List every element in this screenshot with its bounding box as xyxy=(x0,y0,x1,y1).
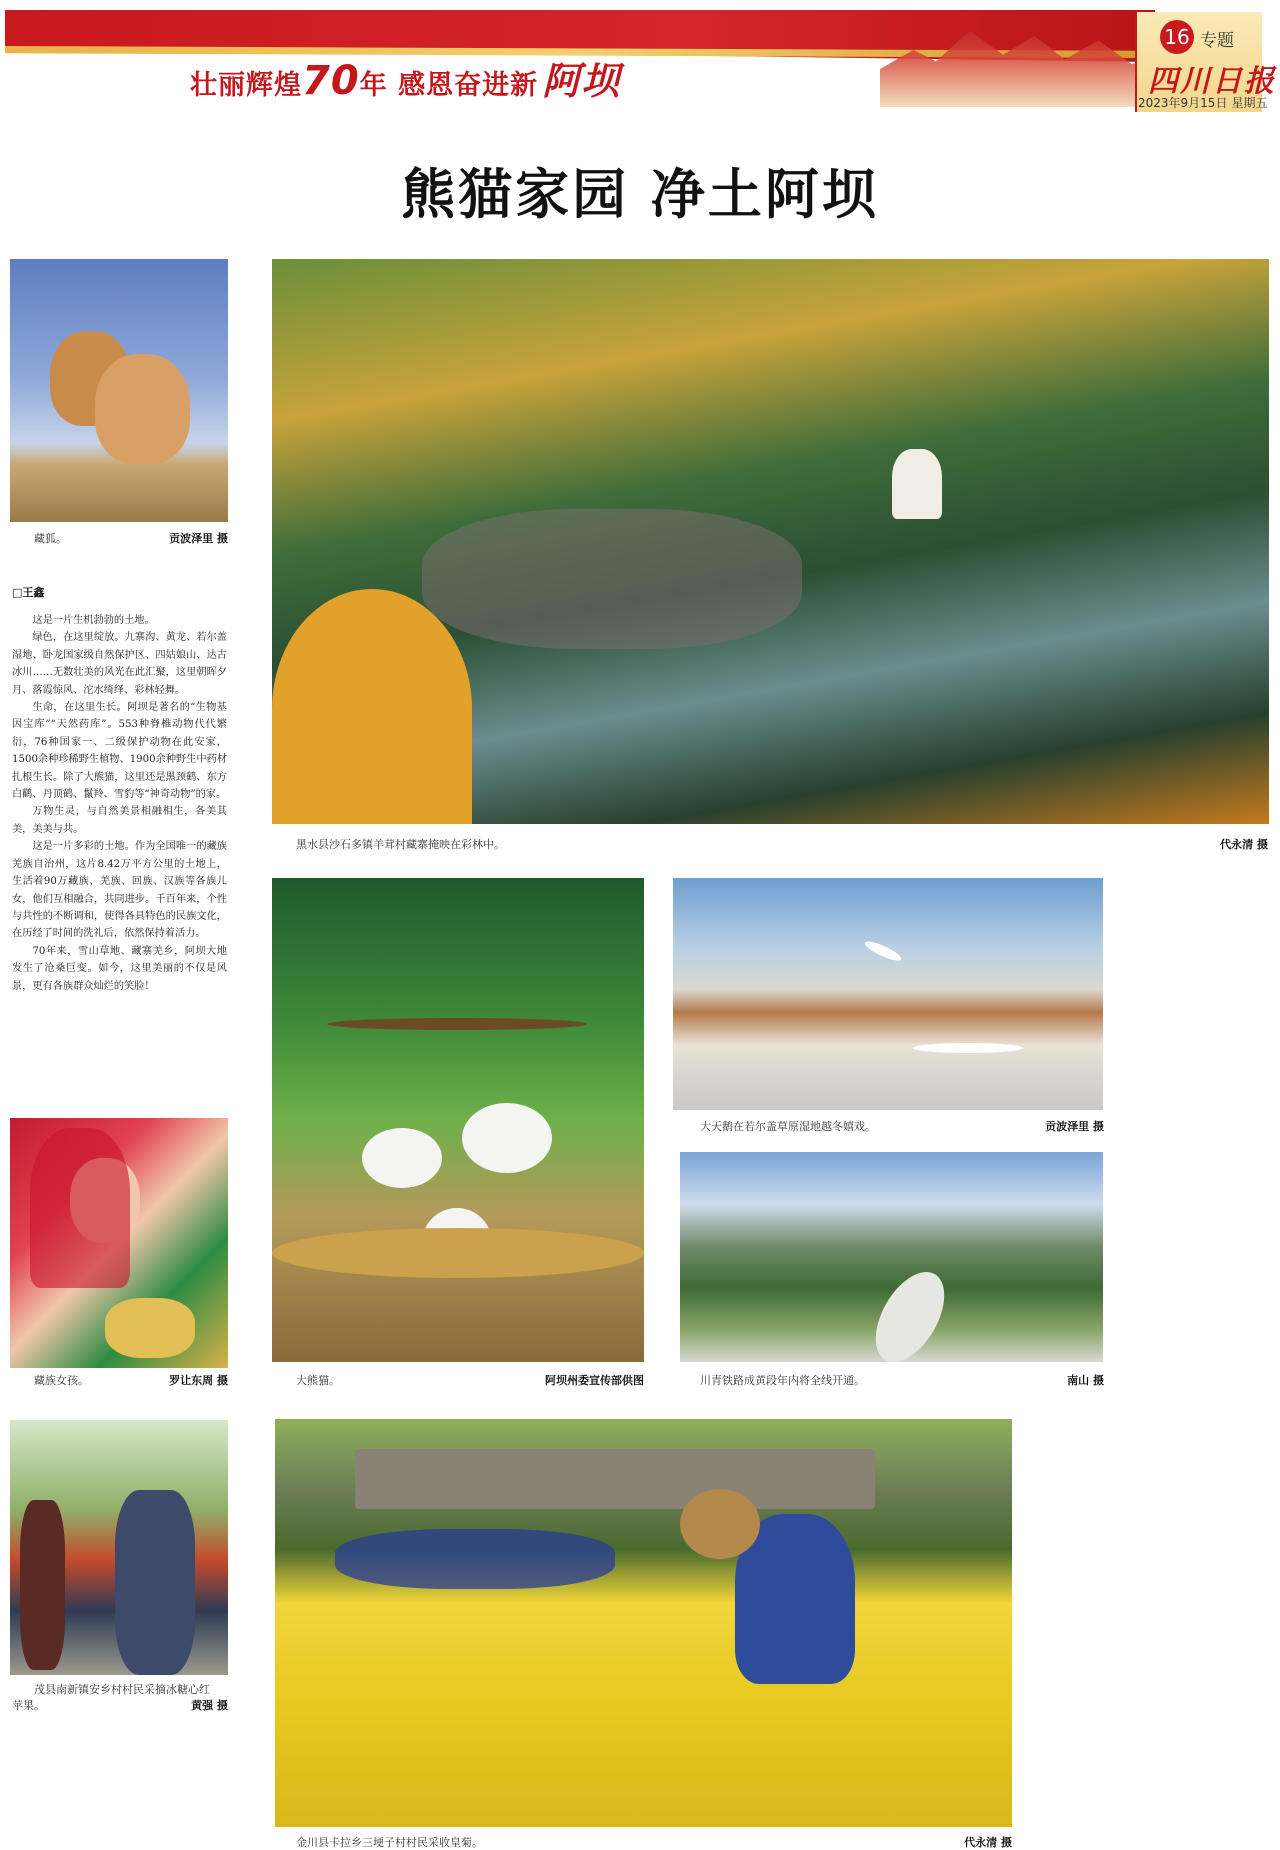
swan-photo xyxy=(673,878,1103,1110)
fox-photo xyxy=(10,259,228,522)
page-title: 熊猫家园 净土阿坝 xyxy=(401,163,879,226)
article-paragraph: 70年来，雪山草地、藏寨羌乡，阿坝大地发生了沧桑巨变。如今，这里美丽的不仅是风景，更有各族群众灿烂的笑脸！ xyxy=(12,945,227,992)
girl-caption: 藏族女孩。 xyxy=(34,1374,89,1387)
village-caption: 黑水县沙石多镇羊茸村藏寨掩映在彩林中。 xyxy=(296,838,505,851)
apple-caption-line1: 茂县南新镇安乡村村民采摘冰糖心红 xyxy=(34,1683,210,1696)
swan-credit: 贡波泽里 摄 xyxy=(1045,1120,1104,1133)
railway-photo xyxy=(680,1152,1103,1362)
panda-credit: 阿坝州委宣传部供图 xyxy=(545,1374,644,1387)
fox-credit: 贡波泽里 摄 xyxy=(169,532,228,545)
panda-shape-2 xyxy=(462,1103,552,1173)
girl-credit: 罗让东周 摄 xyxy=(169,1374,228,1387)
railway-caption: 川青铁路成黄段年内将全线开通。 xyxy=(700,1374,865,1387)
workers-group xyxy=(335,1529,615,1589)
newspaper-logo: 四川日报 xyxy=(1148,64,1276,99)
page-number: 16 xyxy=(1160,20,1194,54)
slogan-part3: 阿坝 xyxy=(542,59,621,103)
section-label: 专题 xyxy=(1200,31,1234,51)
red-headscarf xyxy=(30,1128,130,1288)
article-paragraph: 生命，在这里生长。阿坝是著名的“生物基因宝库”“天然药库”。553种脊椎动物代代繁衍，76种国家一、二级保护动物在此安家，1500余种珍稀野生植物、1900余种野生中药材扎根生长。除了大熊猫，这里还是黑颈鹤、东方白鹳、丹顶鹤、鬣羚、雪豹等“神奇动物”的家。 xyxy=(12,702,227,801)
date-text: 2023年9月15日 xyxy=(1138,96,1228,110)
villager-2 xyxy=(115,1490,195,1675)
swans-on-ice xyxy=(913,1043,1023,1053)
back-basket xyxy=(680,1489,760,1559)
village-buildings xyxy=(355,1449,875,1509)
fox-shape-2 xyxy=(95,354,190,464)
panda-shape-1 xyxy=(362,1128,442,1188)
panda-caption: 大熊猫。 xyxy=(296,1374,340,1387)
village-credit: 代永清 摄 xyxy=(1220,838,1268,851)
article-body xyxy=(12,612,227,995)
article-byline: □王鑫 xyxy=(12,586,45,599)
apple-harvest-photo xyxy=(10,1420,228,1675)
tibetan-girl-photo xyxy=(10,1118,228,1368)
chrysanthemum-harvest-photo xyxy=(275,1419,1012,1827)
slogan-part1: 壮丽辉煌 xyxy=(190,70,302,101)
issue-date xyxy=(1138,94,1271,111)
article-paragraph: 这是一片生机勃勃的土地。 xyxy=(32,615,155,626)
flower-caption: 金川县卡拉乡三埂子村村民采收皇菊。 xyxy=(296,1836,483,1849)
stupa-shape xyxy=(892,449,942,519)
slogan-part2: 年 感恩奋进新 xyxy=(359,70,539,101)
railway-track xyxy=(864,1272,957,1362)
railway-credit: 南山 摄 xyxy=(1067,1374,1104,1387)
swan-caption: 大天鹅在若尔盖草原湿地越冬嬉戏。 xyxy=(700,1120,876,1133)
flying-swan xyxy=(863,938,903,964)
article-paragraph: 万物生灵，与自然美景相融相生，各美其美，美美与共。 xyxy=(12,806,227,835)
jewelry xyxy=(105,1298,195,1358)
panda-photo xyxy=(272,878,644,1362)
villager-1 xyxy=(20,1500,65,1670)
article-paragraph: 这是一片多彩的土地。作为全国唯一的藏族羌族自治州，这片8.42万平方公里的土地上，生活着90万藏族、羌族、回族、汉族等各族儿女，他们互相融合，共同进步。千百年来，个性与共性的不断调和，使得各具特色的民族文化，在历经了时间的洗礼后，依然保持着活力。 xyxy=(12,841,227,940)
village-houses xyxy=(422,509,802,649)
anniversary-slogan xyxy=(190,50,620,105)
wooden-frame xyxy=(327,1018,587,1030)
slogan-70: 70 xyxy=(302,58,360,104)
article-paragraph: 绿色，在这里绽放。九寨沟、黄龙、若尔盖湿地、卧龙国家级自然保护区、四姑娘山、达古冰川……无数壮美的风光在此汇聚，这里朝晖夕月、落霞惊风、沱水绮绎、彩林轻舞。 xyxy=(12,632,227,696)
flower-credit: 代永清 摄 xyxy=(964,1836,1012,1849)
apple-credit: 黄强 摄 xyxy=(191,1699,228,1712)
golden-larch-shape xyxy=(272,589,472,824)
village-photo xyxy=(272,259,1269,824)
bamboo-fence xyxy=(272,1228,644,1278)
fox-caption: 藏狐。 xyxy=(34,532,67,545)
weekday-text: 星期五 xyxy=(1231,96,1268,110)
apple-caption-line2: 苹果。 xyxy=(12,1699,45,1712)
